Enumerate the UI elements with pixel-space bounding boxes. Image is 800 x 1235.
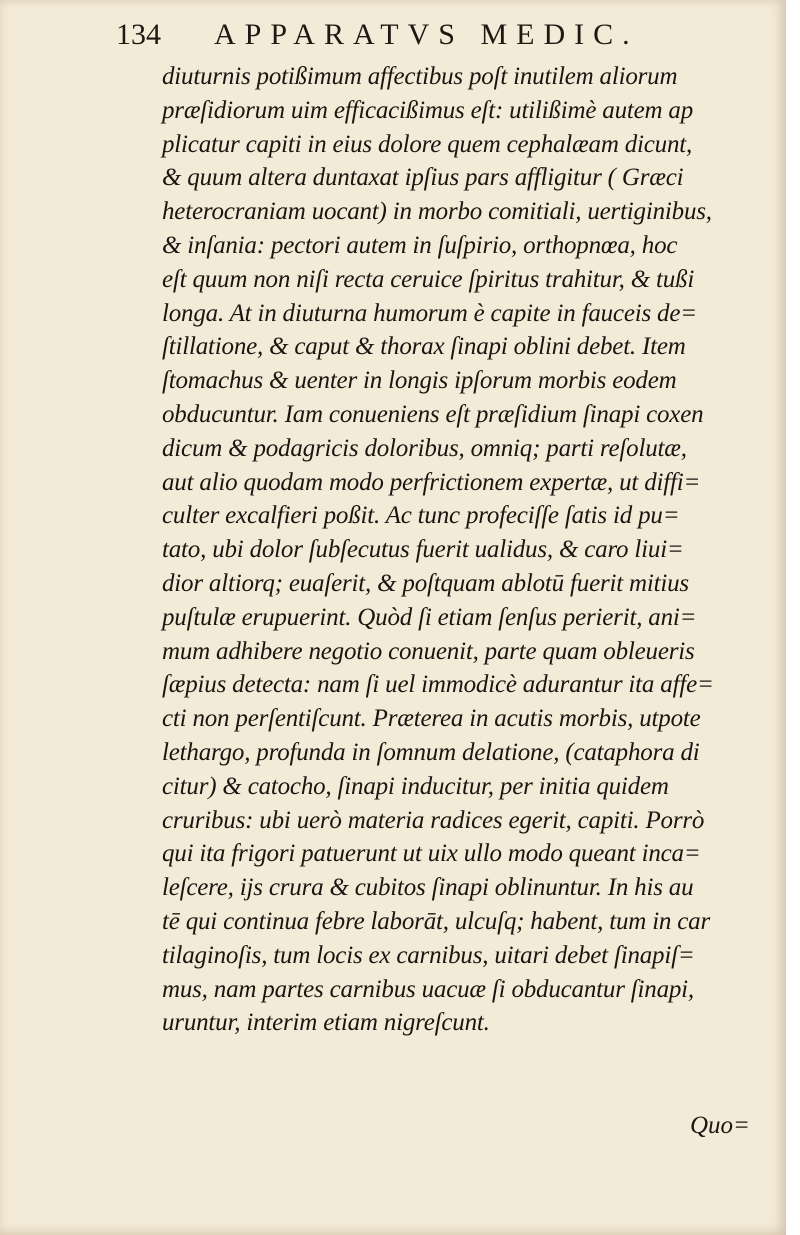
text-line: & quum altera duntaxat ipſius pars affligitur ( Græci bbox=[162, 164, 684, 192]
text-line: eſt quum non niſi recta ceruice ſpiritus trahitur, & tußi bbox=[162, 265, 695, 293]
text-line: tilaginoſis, tum locis ex carnibus, uitari debet ſinapiſ= bbox=[162, 941, 695, 969]
catchword: Quo= bbox=[690, 1112, 750, 1139]
text-line: uruntur, interim etiam nigreſcunt. bbox=[162, 1009, 490, 1037]
text-line: plicatur capiti in eius dolore quem cephalæam dicunt, bbox=[162, 130, 693, 158]
text-line: cti non perſentiſcunt. Præterea in acutis morbis, utpote bbox=[162, 705, 701, 733]
running-title: APPARATVS MEDIC. bbox=[214, 18, 639, 51]
page-number: 134 bbox=[116, 18, 161, 51]
text-line: dior altiorq; euaſerit, & poſtquam ablotū fuerit mitius bbox=[162, 569, 689, 597]
text-line: qui ita frigori patuerunt ut uix ullo modo queant inca= bbox=[162, 840, 701, 868]
text-line: ſæpius detecta: nam ſi uel immodicè adurantur ita affe= bbox=[162, 671, 714, 699]
text-line: culter excalfieri poßit. Ac tunc profeciſſe ſatis id pu= bbox=[162, 502, 680, 530]
text-line: lethargo, profunda in ſomnum delatione, (cataphora di bbox=[162, 738, 700, 766]
text-line: heterocraniam uocant) in morbo comitiali, uertiginibus, bbox=[162, 198, 712, 226]
text-line: leſcere, ijs crura & cubitos ſinapi oblinuntur. In his au bbox=[162, 874, 694, 902]
text-line: mum adhibere negotio conuenit, parte quam obleueris bbox=[162, 637, 695, 665]
text-line: longa. At in diuturna humorum è capite in fauceis de= bbox=[162, 299, 697, 327]
text-line: obducuntur. Iam conueniens eſt præſidium ſinapi coxen bbox=[162, 400, 704, 428]
text-line: diuturnis potißimum affectibus poſt inutilem aliorum bbox=[162, 63, 678, 90]
text-line: aut alio quodam modo perfrictionem expertæ, ut diffi= bbox=[162, 468, 701, 496]
text-line: tato, ubi dolor ſubſecutus fuerit ualidus, & caro liui= bbox=[162, 536, 684, 564]
text-line: cruribus: ubi uerò materia radices egerit, capiti. Porrò bbox=[162, 806, 705, 834]
text-line: ſtomachus & uenter in longis ipſorum morbis eodem bbox=[162, 367, 677, 395]
page-header bbox=[116, 14, 676, 56]
text-line: & inſania: pectori autem in ſuſpirio, orthopnœa, hoc bbox=[162, 231, 678, 259]
body-text bbox=[162, 60, 782, 1040]
text-line: mus, nam partes carnibus uacuæ ſi obducantur ſinapi, bbox=[162, 975, 694, 1003]
text-line: tē qui continua febre laborāt, ulcuſq; habent, tum in car bbox=[162, 907, 711, 935]
text-line: dicum & podagricis doloribus, omniq; parti reſolutæ, bbox=[162, 434, 687, 462]
text-line: præſidiorum uim efficacißimus eſt: utilißimè autem ap bbox=[162, 96, 694, 124]
text-line: ſtillatione, & caput & thorax ſinapi oblini debet. Item bbox=[162, 333, 686, 361]
text-line: citur) & catocho, ſinapi inducitur, per initia quidem bbox=[162, 772, 669, 800]
text-line: puſtulæ erupuerint. Quòd ſi etiam ſenſus perierit, ani= bbox=[162, 603, 697, 631]
page-edge bbox=[786, 0, 800, 1235]
